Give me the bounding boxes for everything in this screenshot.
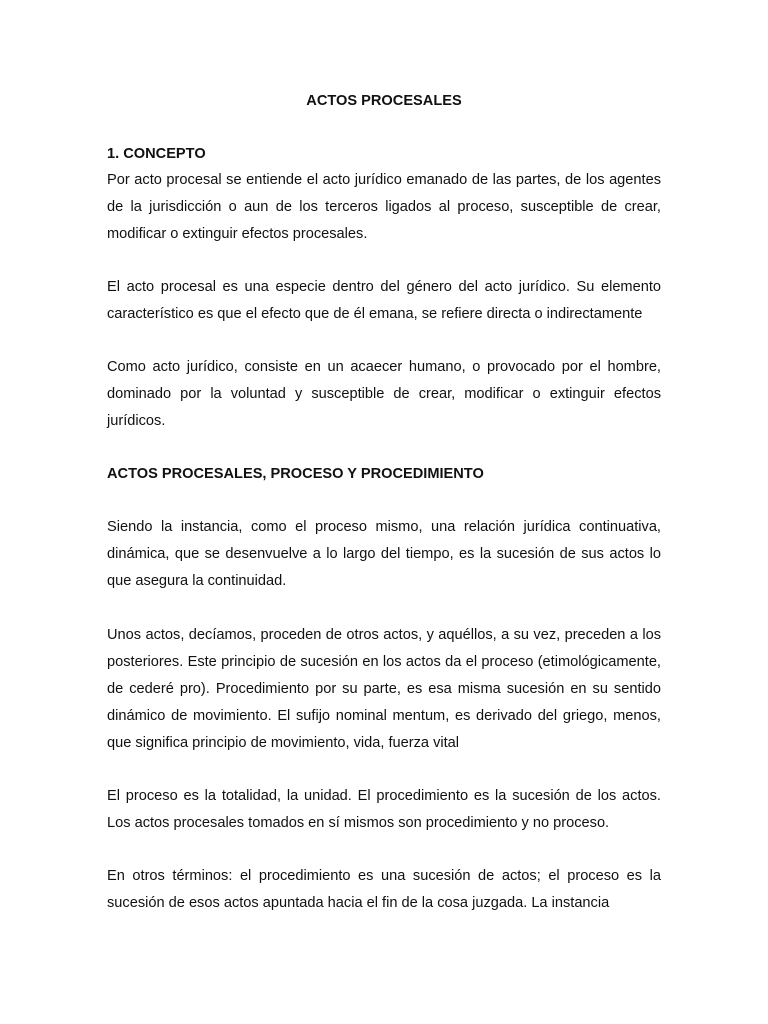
document-title: ACTOS PROCESALES xyxy=(306,93,462,109)
paragraph: Como acto jurídico, consiste en un acaecer humano, o provocado por el hombre, dominado por la voluntad y susceptible de crear, modificar o extinguir efectos jurídicos. xyxy=(107,359,661,429)
paragraph: Siendo la instancia, como el proceso mismo, una relación jurídica continuativa, dinámica, que se desenvuelve a lo largo del tiempo, es la sucesión de sus actos lo que asegura la continuidad. xyxy=(107,519,661,589)
paragraph: En otros términos: el procedimiento es una sucesión de actos; el proceso es la sucesión de esos actos apuntada hacia el fin de la cosa juzgada. La instancia xyxy=(107,868,661,911)
paragraph: El proceso es la totalidad, la unidad. El procedimiento es la sucesión de los actos. Los actos procesales tomados en sí mismos son procedimiento y no proceso. xyxy=(107,788,661,831)
paragraph: Por acto procesal se entiende el acto jurídico emanado de las partes, de los agentes de la jurisdicción o aun de los terceros ligados al proceso, susceptible de crear, modificar o extinguir efectos procesales. xyxy=(107,172,661,242)
section-heading-concepto: 1. CONCEPTO xyxy=(107,146,206,162)
section-heading-actos-procesales: ACTOS PROCESALES, PROCESO Y PROCEDIMIENTO xyxy=(107,466,484,482)
paragraph: Unos actos, decíamos, proceden de otros actos, y aquéllos, a su vez, preceden a los posteriores. Este principio de sucesión en los actos da el proceso (etimológicamente, de cederé pro). Procedimiento por su parte, es esa misma sucesión en su sentido dinámico de movimiento. El sufijo nominal mentum, es derivado del griego, menos, que significa principio de movimiento, vida, fuerza vital xyxy=(107,627,661,751)
paragraph: El acto procesal es una especie dentro del género del acto jurídico. Su elemento característico es que el efecto que de él emana, se refiere directa o indirectamente xyxy=(107,279,661,322)
